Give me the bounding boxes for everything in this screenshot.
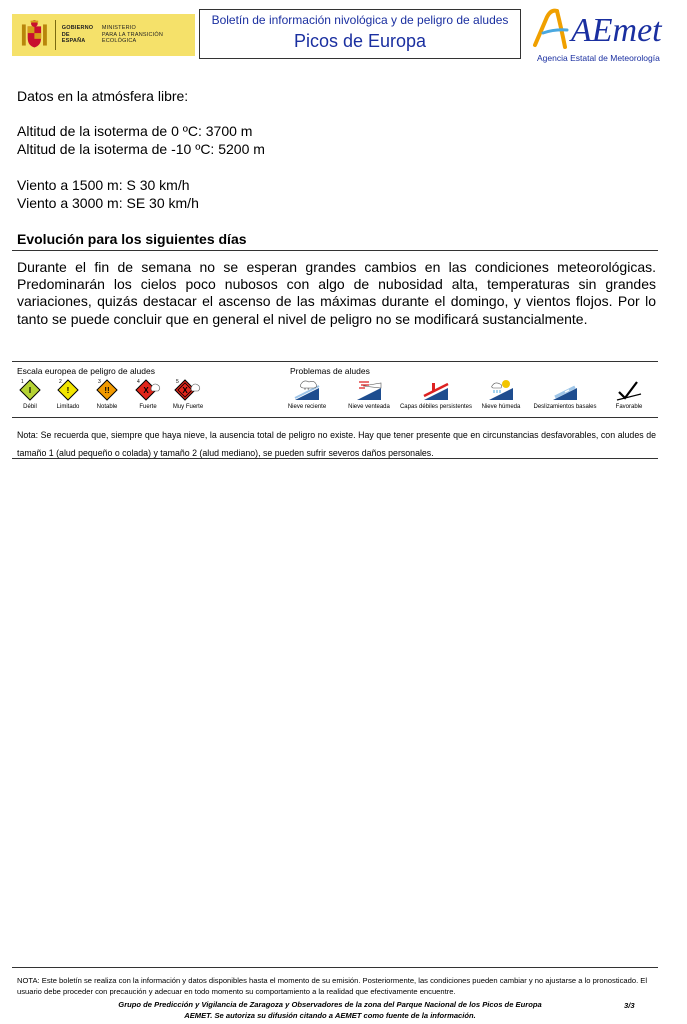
gov-line1: GOBIERNO: [61, 25, 94, 32]
bulletin-title-box: [199, 9, 521, 59]
problem-persistent-weak-layers: [396, 378, 476, 410]
government-label: [62, 25, 94, 45]
footer-group: Grupo de Predicción y Vigilancia de Zaragoza y Observadores de la zona del Parque Nacional de los Picos de Europa: [118, 1000, 542, 1009]
danger-level-4: [131, 378, 165, 410]
svg-text:X: X: [182, 386, 188, 395]
wind-3000: Viento a 3000 m: SE 30 km/h: [17, 195, 199, 211]
problem-wet-snow: [478, 378, 524, 410]
footer-attribution: AEMET. Se autoriza su difusión citando a AEMET como fuente de la información.: [184, 1010, 476, 1020]
danger-5-icon: [173, 378, 203, 402]
section-divider: [12, 250, 658, 251]
problem-favourable: [606, 378, 652, 410]
problem-label: Deslizamientos basales: [533, 404, 597, 410]
gliding-snow-icon: [551, 378, 579, 402]
danger-level-2: [50, 378, 86, 410]
legend-bottom-divider: [12, 417, 658, 418]
danger-level-5: [168, 378, 208, 410]
gov-line2: DE ESPAÑA: [61, 31, 86, 45]
ministry-line1: MINISTERIO: [101, 25, 136, 32]
svg-text:* *: * *: [304, 388, 310, 394]
svg-text:X: X: [143, 386, 149, 395]
danger-level-1: [13, 378, 47, 410]
problem-label: Nieve venteada: [348, 404, 390, 410]
svg-text:4: 4: [137, 379, 140, 385]
ministry-line2: PARA LA TRANSICIÓN ECOLÓGICA: [101, 31, 164, 45]
persistent-weak-layers-icon: [422, 378, 450, 402]
svg-text:1: 1: [21, 379, 24, 385]
svg-text:5: 5: [176, 379, 179, 385]
safety-note: Nota: Se recuerda que, siempre que haya nieve, la ausencia total de peligro no existe. Hay que tener presente que en circunstancias desfavorables, con aludes de tamaño 1 (alud pequeño o colada) y tamaño 2 (alud mediano), se pueden sufrir severos daños personales.: [17, 430, 656, 458]
aemet-logo: [527, 3, 673, 65]
svg-text:I: I: [28, 386, 32, 395]
favourable-icon: [615, 378, 643, 402]
danger-scale-title: Escala europea de peligro de aludes: [17, 366, 155, 376]
footer-credits: [60, 1000, 600, 1021]
government-logo: [12, 14, 195, 56]
problem-label: Nieve reciente: [287, 404, 327, 410]
evolution-text: Durante el fin de semana no se esperan grandes cambios en las condiciones meteorológicas. Predominarán los cielos poco nubosos con algo de nubosidad alta, temperaturas sin grandes variaciones, quizás destacar el ascenso de las máximas durante el domingo, y vientos flojos. Por lo tanto se puede concluir que en general el nivel de peligro no se modificará sustancialmente.: [17, 259, 656, 327]
danger-level-3: [90, 378, 124, 410]
isotherm-minus10: Altitud de la isoterma de -10 ºC: 5200 m: [17, 141, 265, 157]
problem-new-snow: [284, 378, 330, 410]
problems-title: Problemas de aludes: [290, 366, 370, 376]
problem-label: Nieve húmeda: [481, 404, 521, 410]
footer-disclaimer: NOTA: Este boletín se realiza con la información y datos disponibles hasta el momento de su emisión. Posteriormente, las condiciones pueden cambiar y no ajustarse a lo pronosticado. El usuario debe proceder con precaución y adecuar en todo momento su comportamiento a la realidad que efectivamente encuentre.: [17, 976, 648, 996]
coat-of-arms-icon: [20, 18, 49, 52]
problem-wind-slab: [346, 378, 392, 410]
atmosphere-heading: Datos en la atmósfera libre:: [17, 88, 189, 104]
danger-label: Fuerte: [139, 404, 157, 410]
aemet-brand-text: AEmet: [571, 12, 662, 49]
aemet-agency-name: Agencia Estatal de Meteorología: [537, 53, 660, 63]
evolution-title: Evolución para los siguientes días: [17, 231, 247, 247]
bulletin-subtitle: Boletín de información nivológica y de peligro de aludes: [211, 13, 509, 27]
danger-3-icon: [95, 378, 119, 402]
problem-label: Favorable: [615, 404, 643, 410]
svg-text:!!: !!: [104, 386, 110, 395]
aemet-wordmark-icon: [527, 3, 673, 53]
footer-divider: [12, 967, 658, 968]
page-number: 3/3: [624, 1001, 635, 1010]
danger-2-icon: [56, 378, 80, 402]
danger-label: Débil: [23, 404, 37, 410]
wind-1500: Viento a 1500 m: S 30 km/h: [17, 177, 190, 193]
note-bottom-divider: [12, 458, 658, 459]
new-snow-icon: [293, 378, 321, 402]
danger-1-icon: [18, 378, 42, 402]
problem-gliding-snow: [530, 378, 600, 410]
bulletin-title: Picos de Europa: [293, 31, 427, 51]
legend-top-divider: [12, 361, 658, 362]
problem-label: Capas débiles persistentes: [399, 404, 473, 410]
svg-text:2: 2: [59, 379, 62, 385]
ministry-label: [94, 25, 195, 45]
wind-slab-icon: [355, 378, 383, 402]
danger-label: Limitado: [56, 404, 80, 410]
svg-text:3: 3: [98, 379, 101, 385]
danger-label: Muy Fuerte: [172, 404, 204, 410]
wet-snow-icon: [487, 378, 515, 402]
svg-text:!: !: [66, 386, 70, 395]
danger-label: Notable: [96, 404, 118, 410]
logo-divider: [55, 20, 56, 50]
isotherm-0: Altitud de la isoterma de 0 ºC: 3700 m: [17, 123, 253, 139]
danger-4-icon: [134, 378, 162, 402]
